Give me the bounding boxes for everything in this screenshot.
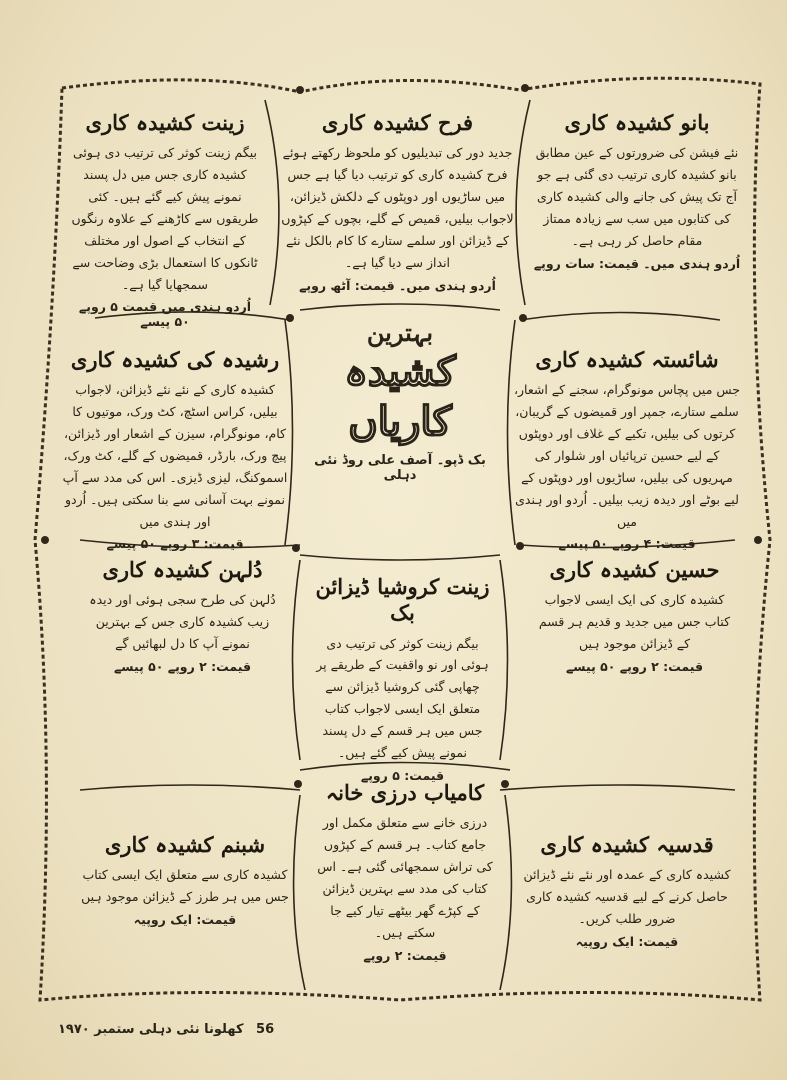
panel-body: جدید دور کی تبدیلیوں کو ملحوظ رکھتے ہوئے فرح کشیدہ کاری کو ترتیب دیا گیا ہے جس میں ساڑیوں اور دوپٹوں کے دلکش ڈیزائن، لاجواب بیلیں، قمیص کے گلے، بچوں کے کپڑوں کے ڈیزائن اور سلمے ستارے کا کام بالکل نئے انداز سے دیا گیا ہے۔: [281, 145, 514, 270]
panel-farah: [275, 108, 520, 308]
panel-haseen: [527, 555, 742, 780]
panel-qudsia: [512, 830, 742, 980]
publisher-name: بک ڈپو۔ آصف علی روڈ نئی دہلی: [314, 453, 486, 483]
publication-line: کھلونا نئی دہلی ستمبر ۱۹۷۰: [58, 1022, 244, 1037]
panel-price: اُردو ہندی میں۔ قیمت: آٹھ روپے: [299, 277, 496, 293]
panel-crochet: [305, 572, 500, 783]
panel-body: کشیدہ کاری کی ایک ایسی لاجواب کتاب جس میں جدید و قدیم ہر قسم کے ڈیزائن موجود ہیں: [538, 592, 731, 651]
panel-body: جس میں پچاس مونوگرام، سجنے کے اشعار، سلمے ستارے، جمپر اور قمیضوں کے گریبان، کرتوں کی بیلیں، تکیے کے غلاف اور دوپٹوں کے لیے حسین ترپائیاں اور شلوار کی مہریوں کی بیلیں، ساڑیوں اور دوپٹوں کے لیے بوٹے اور دیدہ زیب بیلیں۔ اُردو اور ہندی میں: [513, 382, 741, 529]
panel-title: رشیدہ کی کشیدہ کاری: [70, 347, 280, 372]
panel-body: کشیدہ کاری کے نئے نئے ڈیزائن، لاجواب بیلیں، کراس اسٹچ، کٹ ورک، موتیوں کا کام، مونوگرام، سیزن کے اشعار اور ڈیزائن، پیچ ورک، بارڈر، قمیضوں کے گلے، کٹ ورک، اسموکنگ، لیزی ڈیزی۔ اس کی مدد سے آپ نمونے بہت آسانی سے بنا سکتی ہیں۔ اُردو اور ہندی میں: [62, 382, 288, 529]
center-tagline: بہترین: [366, 318, 434, 347]
panel-title: زینت کشیدہ کاری: [85, 110, 245, 135]
panel-zeenat: [65, 108, 265, 338]
panel-title: شائستہ کشیدہ کاری: [535, 347, 719, 372]
panel-bano: [527, 108, 747, 338]
panel-price: قیمت: ۲ روپے ۵۰ پیسے: [113, 658, 252, 674]
panel-price: اُردو ہندی میں۔ قیمت: سات روپے: [533, 255, 741, 271]
panel-price: قیمت: ۳ روپے ۵۰ پیسے: [106, 536, 244, 552]
panel-title: فرح کشیدہ کاری: [321, 110, 474, 135]
panel-price: قیمت: ایک روپیہ: [133, 912, 237, 927]
panel-price: قیمت: ۲ روپے: [363, 947, 447, 963]
panel-price: اُردو ہندی میں قیمت ۵ روپے ۵۰ پیسے: [78, 299, 252, 330]
panel-body: بیگم زینت کوثر کی ترتیب دی ہوئی اور نو واقفیت کے طریقے پر چھاپی گئی کروشیا ڈیزائن سے متعلق ایک ایسی لاجواب کتاب جس میں ہر قسم کے دل پسند نمونے پیش کیے گئے ہیں۔: [316, 635, 489, 760]
panel-body: نئے فیشن کی ضرورتوں کے عین مطابق بانو کشیدہ کاری ترتیب دی گئی ہے جو آج تک پیش کی جانے والی کشیدہ کاری کی کتابوں میں سب سے زیادہ ممتاز مقام حاصل کر رہی ہے۔: [535, 145, 739, 248]
panel-body: دُلہن کی طرح سجی ہوئی اور دیدہ زیب کشیدہ کاری جس کے بہترین نمونے آپ کا دل لبھائیں گے: [89, 592, 276, 651]
panel-title: بانو کشیدہ کاری: [564, 110, 710, 135]
panel-body: کشیدہ کاری سے متعلق ایک ایسی کتاب جس میں ہر طرز کے ڈیزائن موجود ہیں: [81, 867, 289, 905]
center-title: کشیدہ کاریاں: [344, 348, 456, 445]
panel-title: قدسیہ کشیدہ کاری: [540, 832, 714, 857]
panel-title: زینت کروشیا ڈیزائن بک: [315, 574, 490, 626]
center-title-block: [300, 318, 500, 550]
panel-title: حسین کشیدہ کاری: [549, 557, 720, 582]
panel-shaista: [507, 345, 747, 552]
panel-body: کشیدہ کاری کے عمدہ اور نئے نئے ڈیزائن حاصل کرنے کے لیے قدسیہ کشیدہ کاری ضرور طلب کریں۔: [523, 867, 731, 926]
panel-dulhan: [75, 555, 290, 780]
panel-darzi: [310, 778, 500, 988]
panel-title: شبنم کشیدہ کاری: [104, 832, 266, 857]
panel-price: قیمت: ۵ روپے: [360, 767, 445, 783]
panel-body: بیگم زینت کوثر کی ترتیب دی ہوئی کشیدہ کاری جس میں دل پسند نمونے پیش کیے گئے ہیں۔ کئی طریقوں سے کاڑھنے کے علاوہ رنگوں کے انتخاب کے اصول اور مختلف ٹانکوں کا استعمال بڑی وضاحت سے سمجھایا گیا ہے۔: [71, 145, 259, 292]
page-number: 56: [256, 1022, 275, 1037]
panel-title: کامیاب درزی خانہ: [325, 780, 485, 805]
panel-shabnam: [75, 830, 295, 980]
panel-body: درزی خانے سے متعلق مکمل اور جامع کتاب۔ ہر قسم کے کپڑوں کی تراش سمجھائی گئی ہے۔ اس کتاب کی مدد سے بہترین ڈیزائن کے کپڑے گھر بیٹھے تیار کیے جا سکتے ہیں۔: [317, 815, 493, 940]
panel-title: دُلہن کشیدہ کاری: [102, 557, 263, 582]
panel-price: قیمت: ۲ روپے ۵۰ پیسے: [565, 658, 704, 674]
page-footer: [50, 1022, 300, 1037]
panel-price: قیمت: ایک روپیہ: [575, 933, 679, 949]
panel-price: قیمت: ۴ روپے ۵۰ پیسے: [558, 536, 696, 552]
panel-rashida: [55, 345, 295, 552]
